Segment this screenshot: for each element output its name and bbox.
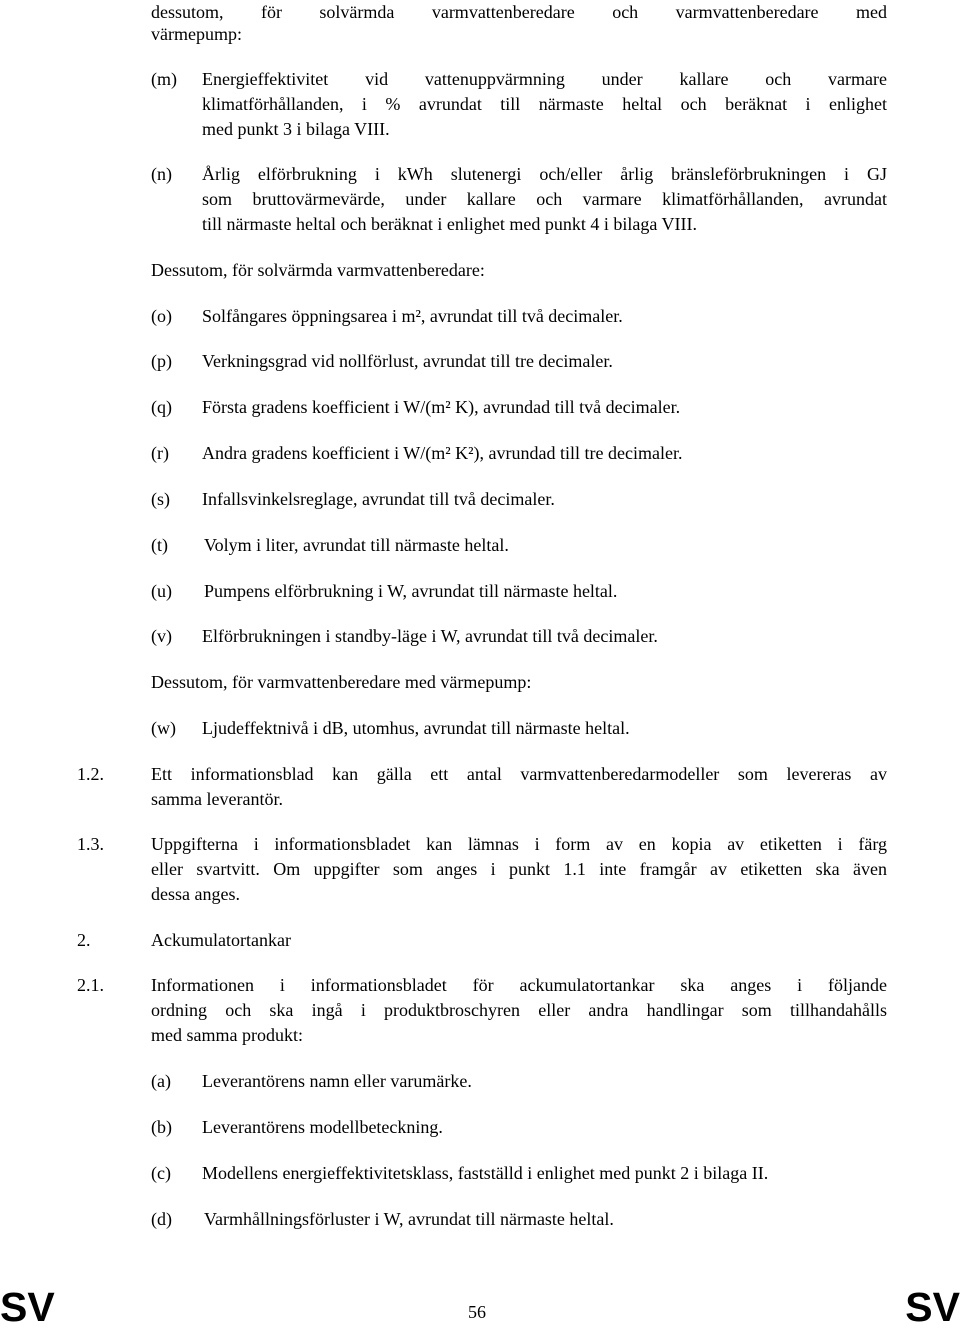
item-label-d: (d): [151, 1209, 172, 1229]
item-o-text: Solfångares öppningsarea i m², avrundat till två decimaler.: [202, 306, 623, 326]
item-n-line-3: till närmaste heltal och beräknat i enlighet med punkt 4 i bilaga VIII.: [202, 214, 698, 234]
section-number-1-3: 1.3.: [77, 834, 104, 854]
item-m-line-2: klimatförhållanden, i % avrundat till närmaste heltal och beräknat i enlighet: [202, 94, 887, 114]
item-a-text: Leverantörens namn eller varumärke.: [202, 1071, 472, 1091]
language-code-right: SV: [905, 1284, 960, 1330]
section-1-3-line-2: eller svartvitt. Om uppgifter som anges i punkt 1.1 inte framgår av etiketten ska även: [151, 859, 887, 879]
item-label-o: (o): [151, 306, 172, 326]
item-r-text: Andra gradens koefficient i W/(m² K²), avrundad till tre decimaler.: [202, 443, 683, 463]
item-s-text: Infallsvinkelsreglage, avrundat till två decimaler.: [202, 489, 555, 509]
item-label-v: (v): [151, 626, 172, 646]
section-1-2-line-1: Ett informationsblad kan gälla ett antal varmvattenberedarmodeller som levereras av: [151, 764, 887, 784]
item-w-text: Ljudeffektnivå i dB, utomhus, avrundat till närmaste heltal.: [202, 718, 630, 738]
section-2-heading: Ackumulatortankar: [151, 930, 291, 950]
item-label-q: (q): [151, 397, 172, 417]
section-number-1-2: 1.2.: [77, 764, 104, 784]
section-1-3-line-1: Uppgifterna i informationsbladet kan lämnas i form av en kopia av etiketten i färg: [151, 834, 887, 854]
item-label-t: (t): [151, 535, 168, 555]
item-label-r: (r): [151, 443, 169, 463]
item-d-text: Varmhållningsförluster i W, avrundat till närmaste heltal.: [204, 1209, 614, 1229]
item-v-text: Elförbrukningen i standby-läge i W, avrundat till två decimaler.: [202, 626, 658, 646]
intro-line-1: dessutom, för solvärmda varmvattenberedare och varmvattenberedare med: [151, 2, 887, 22]
item-label-c: (c): [151, 1163, 171, 1183]
item-label-b: (b): [151, 1117, 172, 1137]
heading-heatpump: Dessutom, för varmvattenberedare med värmepump:: [151, 672, 532, 692]
item-label-u: (u): [151, 581, 172, 601]
section-2-1-line-3: med samma produkt:: [151, 1025, 303, 1045]
section-2-1-line-1: Informationen i informationsbladet för ackumulatortankar ska anges i följande: [151, 975, 887, 995]
item-m-line-1: Energieffektivitet vid vattenuppvärmning under kallare och varmare: [202, 69, 887, 89]
item-n-line-2: som bruttovärmevärde, under kallare och varmare klimatförhållanden, avrundat: [202, 189, 887, 209]
intro-line-2: värmepump:: [151, 24, 242, 44]
item-label-n: (n): [151, 164, 172, 184]
item-label-w: (w): [151, 718, 176, 738]
item-n-line-1: Årlig elförbrukning i kWh slutenergi och/eller årlig bränsleförbrukningen i GJ: [202, 164, 887, 184]
section-number-2-1: 2.1.: [77, 975, 104, 995]
item-t-text: Volym i liter, avrundat till närmaste heltal.: [204, 535, 509, 555]
language-code-left: SV: [0, 1284, 55, 1330]
item-q-text: Första gradens koefficient i W/(m² K), avrundad till två decimaler.: [202, 397, 681, 417]
section-2-1-line-2: ordning och ska ingå i produktbroschyren eller andra handlingar som tillhandahålls: [151, 1000, 887, 1020]
item-c-text: Modellens energieffektivitetsklass, fastställd i enlighet med punkt 2 i bilaga II.: [202, 1163, 769, 1183]
section-1-3-line-3: dessa anges.: [151, 884, 240, 904]
item-label-a: (a): [151, 1071, 171, 1091]
item-label-s: (s): [151, 489, 170, 509]
heading-solar: Dessutom, för solvärmda varmvattenberedare:: [151, 260, 485, 280]
item-label-m: (m): [151, 69, 177, 89]
item-m-line-3: med punkt 3 i bilaga VIII.: [202, 119, 390, 139]
item-u-text: Pumpens elförbrukning i W, avrundat till närmaste heltal.: [204, 581, 618, 601]
section-number-2: 2.: [77, 930, 91, 950]
item-p-text: Verkningsgrad vid nollförlust, avrundat till tre decimaler.: [202, 351, 613, 371]
item-b-text: Leverantörens modellbeteckning.: [202, 1117, 443, 1137]
section-1-2-line-2: samma leverantör.: [151, 789, 283, 809]
page-number: 56: [468, 1302, 486, 1322]
item-label-p: (p): [151, 351, 172, 371]
